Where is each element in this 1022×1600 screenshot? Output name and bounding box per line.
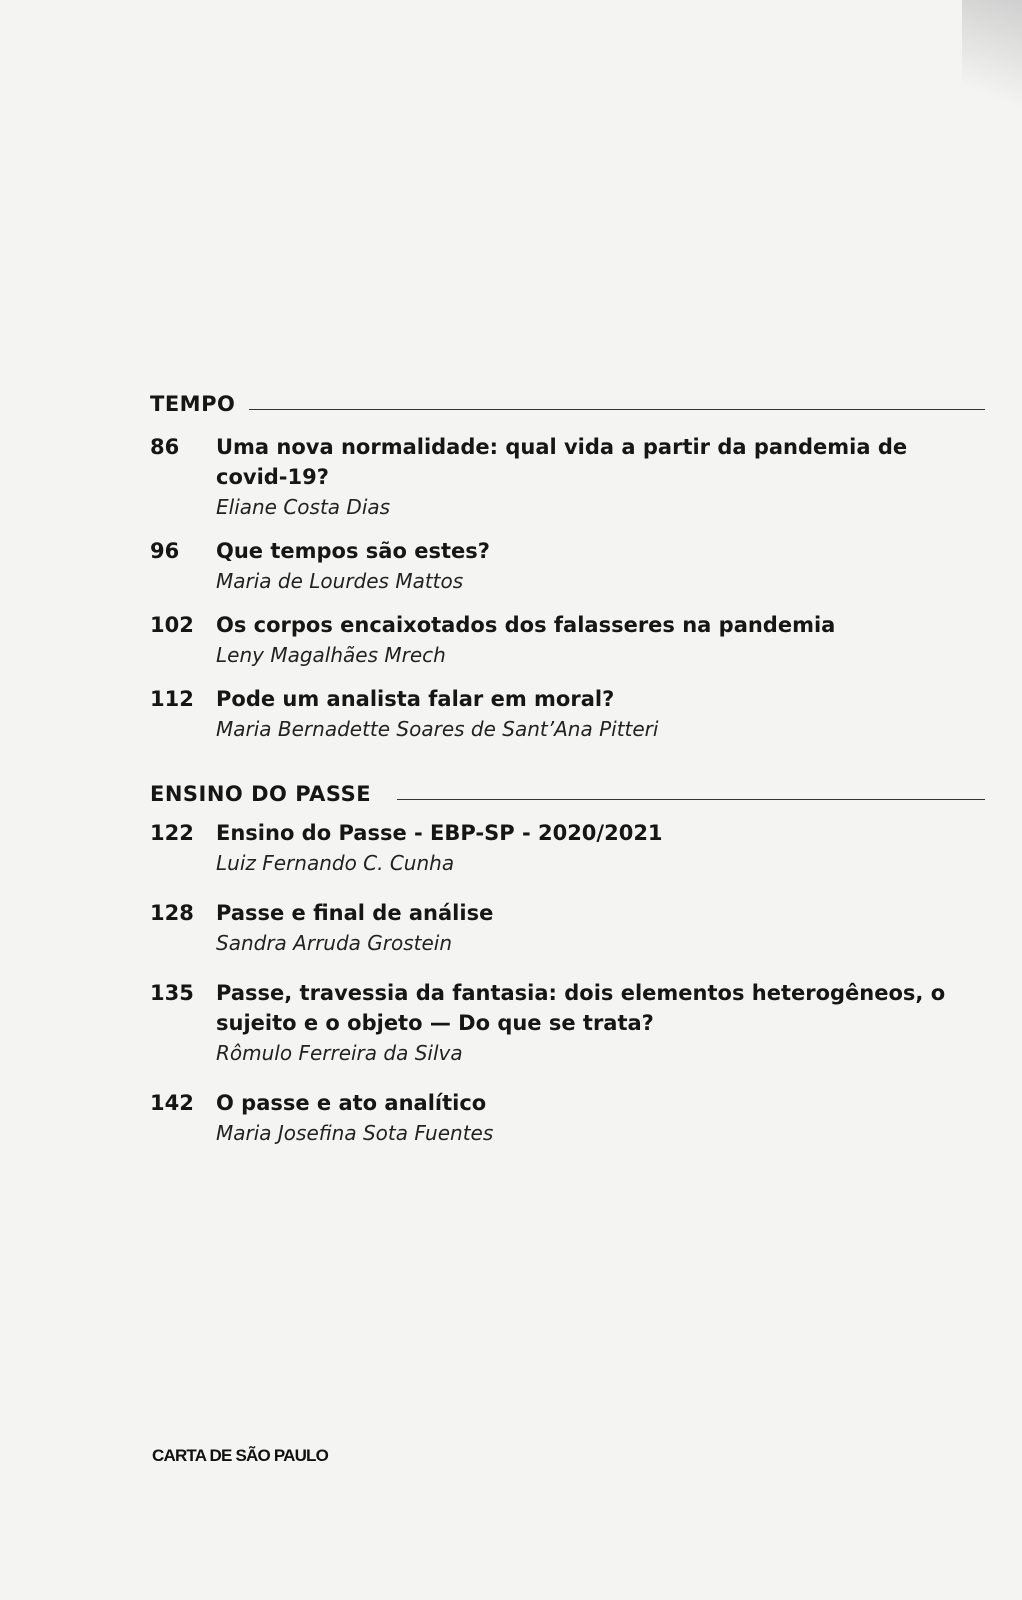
entry-body — [216, 818, 985, 878]
entry-page-number: 102 — [150, 613, 194, 637]
entry-body — [216, 898, 985, 958]
entry-page-number: 96 — [150, 539, 180, 563]
entry-page-number: 112 — [150, 687, 194, 711]
toc-section-ensino-do-passe — [150, 776, 985, 1148]
entry-title: Os corpos encaixotados dos falasseres na pandemia — [216, 613, 836, 637]
section-divider — [249, 409, 985, 410]
entry-body — [216, 610, 985, 670]
entry-page-number: 128 — [150, 901, 194, 925]
entry-title: Passe, travessia da fantasia: dois elementos heterogêneos, o sujeito e o objeto — Do que se trata? — [216, 981, 946, 1035]
toc-entry[interactable] — [150, 978, 985, 1068]
entry-author: Rômulo Ferreira da Silva — [216, 1041, 463, 1065]
entry-author: Leny Magalhães Mrech — [216, 643, 446, 667]
entry-title: Passe e final de análise — [216, 901, 494, 925]
entry-body — [216, 1088, 985, 1148]
entry-title: Pode um analista falar em moral? — [216, 687, 615, 711]
toc-entry[interactable] — [150, 684, 985, 744]
section-divider — [397, 799, 985, 800]
entry-body — [216, 684, 985, 744]
toc-entry[interactable] — [150, 432, 985, 522]
toc-entry[interactable] — [150, 610, 985, 670]
section-title: TEMPO — [150, 392, 236, 416]
entry-body — [216, 978, 985, 1068]
entry-author: Maria de Lourdes Mattos — [216, 569, 464, 593]
entry-page-number: 122 — [150, 821, 194, 845]
entry-body — [216, 432, 985, 522]
section-header — [150, 776, 985, 806]
entry-author: Eliane Costa Dias — [216, 495, 391, 519]
entry-author: Maria Bernadette Soares de Sant’Ana Pitteri — [216, 717, 659, 741]
entry-page-number: 142 — [150, 1091, 194, 1115]
toc-entry[interactable] — [150, 536, 985, 596]
entry-title: O passe e ato analítico — [216, 1091, 487, 1115]
entry-title: Ensino do Passe - EBP-SP - 2020/2021 — [216, 821, 663, 845]
entry-body — [216, 536, 985, 596]
entry-page-number: 135 — [150, 981, 194, 1005]
page-edge-shadow — [962, 0, 1022, 160]
toc-entry[interactable] — [150, 1088, 985, 1148]
entry-title: Que tempos são estes? — [216, 539, 490, 563]
entry-title: Uma nova normalidade: qual vida a partir da pandemia de covid-19? — [216, 435, 908, 489]
entry-page-number: 86 — [150, 435, 180, 459]
entry-author: Sandra Arruda Grostein — [216, 931, 453, 955]
entry-author: Maria Josefina Sota Fuentes — [216, 1121, 494, 1145]
toc-entry[interactable] — [150, 898, 985, 958]
toc-section-tempo — [150, 386, 985, 744]
section-header — [150, 386, 985, 416]
section-title: ENSINO DO PASSE — [150, 782, 372, 806]
toc-entry[interactable] — [150, 818, 985, 878]
publication-footer-brand: CARTA DE SÃO PAULO — [152, 1446, 329, 1465]
entry-author: Luiz Fernando C. Cunha — [216, 851, 455, 875]
